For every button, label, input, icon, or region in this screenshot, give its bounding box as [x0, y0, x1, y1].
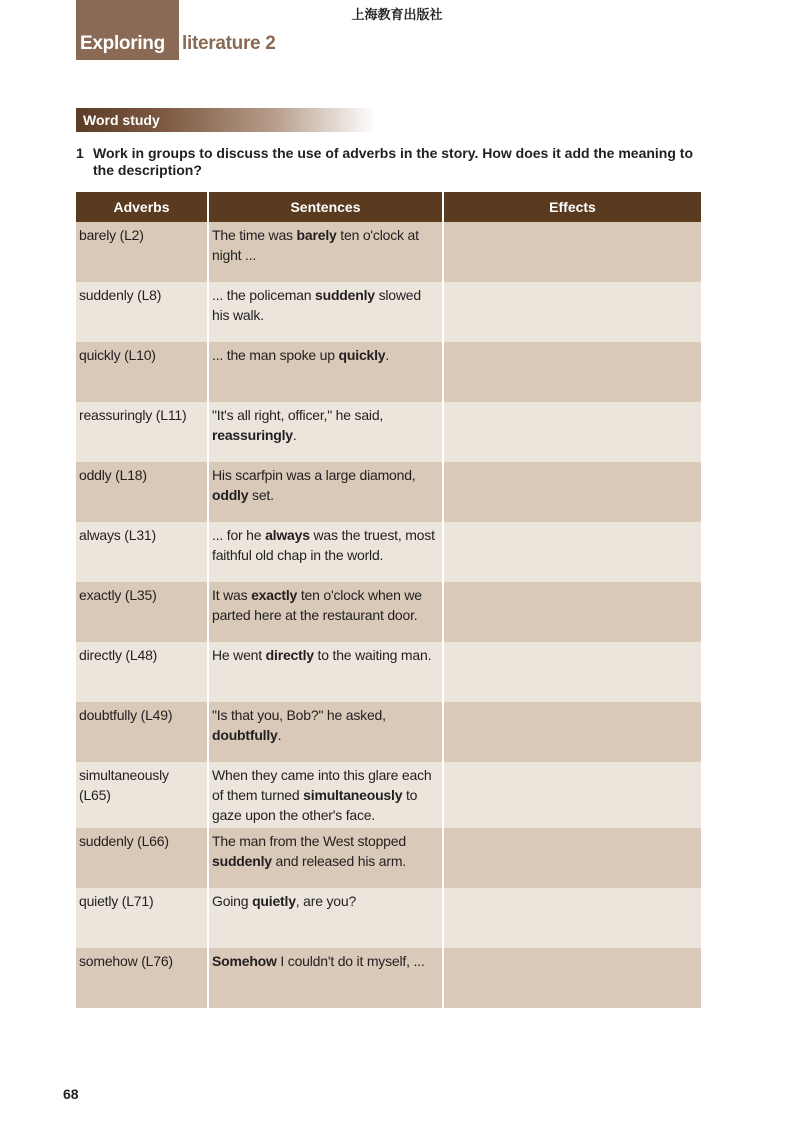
sentence-adverb-bold: suddenly: [315, 287, 375, 303]
sentence-text-after: , are you?: [295, 893, 357, 909]
effect-cell[interactable]: [443, 702, 701, 762]
sentence-adverb-bold: always: [265, 527, 310, 543]
sentence-text-after: ten o'clock at night ...: [212, 227, 419, 263]
page-number: 68: [63, 1086, 79, 1102]
sentence-adverb-bold: Somehow: [212, 953, 277, 969]
table-body: [76, 222, 701, 1008]
sentence-text-before: He went: [212, 647, 266, 663]
sentence-cell: [208, 522, 443, 582]
sentence-text-before: The time was: [212, 227, 297, 243]
header-sentences: Sentences: [208, 192, 443, 222]
sentence-text-before: "It's all right, officer," he said,: [212, 407, 384, 423]
sentence-text-after: set.: [248, 487, 274, 503]
adverb-cell: always (L31): [76, 522, 208, 582]
effect-cell[interactable]: [443, 582, 701, 642]
sentence-adverb-bold: suddenly: [212, 853, 272, 869]
effect-cell[interactable]: [443, 888, 701, 948]
sentence-adverb-bold: directly: [265, 647, 314, 663]
sentence-cell: [208, 948, 443, 1008]
adverb-cell: reassuringly (L11): [76, 402, 208, 462]
effect-cell[interactable]: [443, 342, 701, 402]
effect-cell[interactable]: [443, 828, 701, 888]
effect-cell[interactable]: [443, 948, 701, 1008]
effect-cell[interactable]: [443, 402, 701, 462]
sentence-cell: [208, 828, 443, 888]
effect-cell[interactable]: [443, 462, 701, 522]
sentence-adverb-bold: reassuringly: [212, 427, 293, 443]
sentence-cell: [208, 702, 443, 762]
page-title-part2: literature 2: [182, 33, 276, 54]
sentence-text-after: I couldn't do it myself, ...: [276, 953, 425, 969]
sentence-cell: [208, 888, 443, 948]
sentence-text-before: ... for he: [212, 527, 266, 543]
header-effects: Effects: [443, 192, 701, 222]
table-row: [76, 402, 701, 462]
header-adverbs: Adverbs: [76, 192, 208, 222]
question-text: Work in groups to discuss the use of adverbs in the story. How does it add the meaning to the description?: [93, 145, 694, 178]
adverb-cell: barely (L2): [76, 222, 208, 282]
adverb-cell: oddly (L18): [76, 462, 208, 522]
sentence-text-after: was the truest, most faithful old chap in the world.: [212, 527, 435, 563]
sentence-text-before: His scarfpin was a large diamond,: [212, 467, 416, 483]
sentence-text-before: ... the policeman: [212, 287, 316, 303]
adverb-cell: doubtfully (L49): [76, 702, 208, 762]
sentence-adverb-bold: doubtfully: [212, 727, 278, 743]
table-header-row: [76, 192, 701, 222]
table-row: [76, 828, 701, 888]
sentence-adverb-bold: oddly: [212, 487, 249, 503]
adverb-cell: suddenly (L8): [76, 282, 208, 342]
sentence-cell: [208, 342, 443, 402]
sentence-text-after: to the waiting man.: [313, 647, 432, 663]
effect-cell[interactable]: [443, 282, 701, 342]
sentence-text-before: It was: [212, 587, 252, 603]
adverb-cell: exactly (L35): [76, 582, 208, 642]
sentence-cell: [208, 282, 443, 342]
adverbs-table: [76, 192, 701, 1008]
section-header-bar: [76, 108, 376, 132]
effect-cell[interactable]: [443, 522, 701, 582]
section-label: Word study: [83, 112, 160, 128]
sentence-cell: [208, 402, 443, 462]
sentence-text-after: ten o'clock when we parted here at the restaurant door.: [212, 587, 422, 623]
sentence-cell: [208, 222, 443, 282]
table-row: [76, 642, 701, 702]
adverb-cell: quietly (L71): [76, 888, 208, 948]
sentence-text-before: "Is that you, Bob?" he asked,: [212, 707, 386, 723]
effect-cell[interactable]: [443, 762, 701, 828]
sentence-adverb-bold: quietly: [252, 893, 296, 909]
table-row: [76, 522, 701, 582]
table-row: [76, 222, 701, 282]
page-title-part1: Exploring: [80, 33, 165, 54]
sentence-text-before: When they came into this glare each of them turned: [212, 767, 432, 803]
adverb-cell: directly (L48): [76, 642, 208, 702]
sentence-text-after: .: [277, 727, 282, 743]
sentence-text-after: and released his arm.: [271, 853, 406, 869]
sentence-cell: [208, 642, 443, 702]
effect-cell[interactable]: [443, 642, 701, 702]
sentence-cell: [208, 582, 443, 642]
adverb-cell: quickly (L10): [76, 342, 208, 402]
table-row: [76, 702, 701, 762]
sentence-adverb-bold: quickly: [338, 347, 386, 363]
adverb-cell: suddenly (L66): [76, 828, 208, 888]
adverb-cell: simultaneously (L65): [76, 762, 208, 828]
question-number: 1: [76, 145, 84, 161]
table-row: [76, 888, 701, 948]
sentence-adverb-bold: barely: [296, 227, 337, 243]
sentence-text-after: .: [385, 347, 390, 363]
sentence-text-before: ... the man spoke up: [212, 347, 339, 363]
sentence-adverb-bold: simultaneously: [303, 787, 403, 803]
sentence-cell: [208, 762, 443, 828]
table-row: [76, 762, 701, 828]
adverb-cell: somehow (L76): [76, 948, 208, 1008]
table-row: [76, 282, 701, 342]
sentence-text-after: slowed his walk.: [212, 287, 421, 323]
table-row: [76, 948, 701, 1008]
effect-cell[interactable]: [443, 222, 701, 282]
sentence-text-before: Going: [212, 893, 253, 909]
sentence-adverb-bold: exactly: [251, 587, 298, 603]
sentence-text-before: The man from the West stopped: [212, 833, 406, 849]
sentence-cell: [208, 462, 443, 522]
table-row: [76, 342, 701, 402]
table-row: [76, 462, 701, 522]
publisher-name: 上海教育出版社: [351, 8, 443, 23]
sentence-text-after: to gaze upon the other's face.: [212, 787, 418, 823]
table-row: [76, 582, 701, 642]
sentence-text-after: .: [292, 427, 297, 443]
